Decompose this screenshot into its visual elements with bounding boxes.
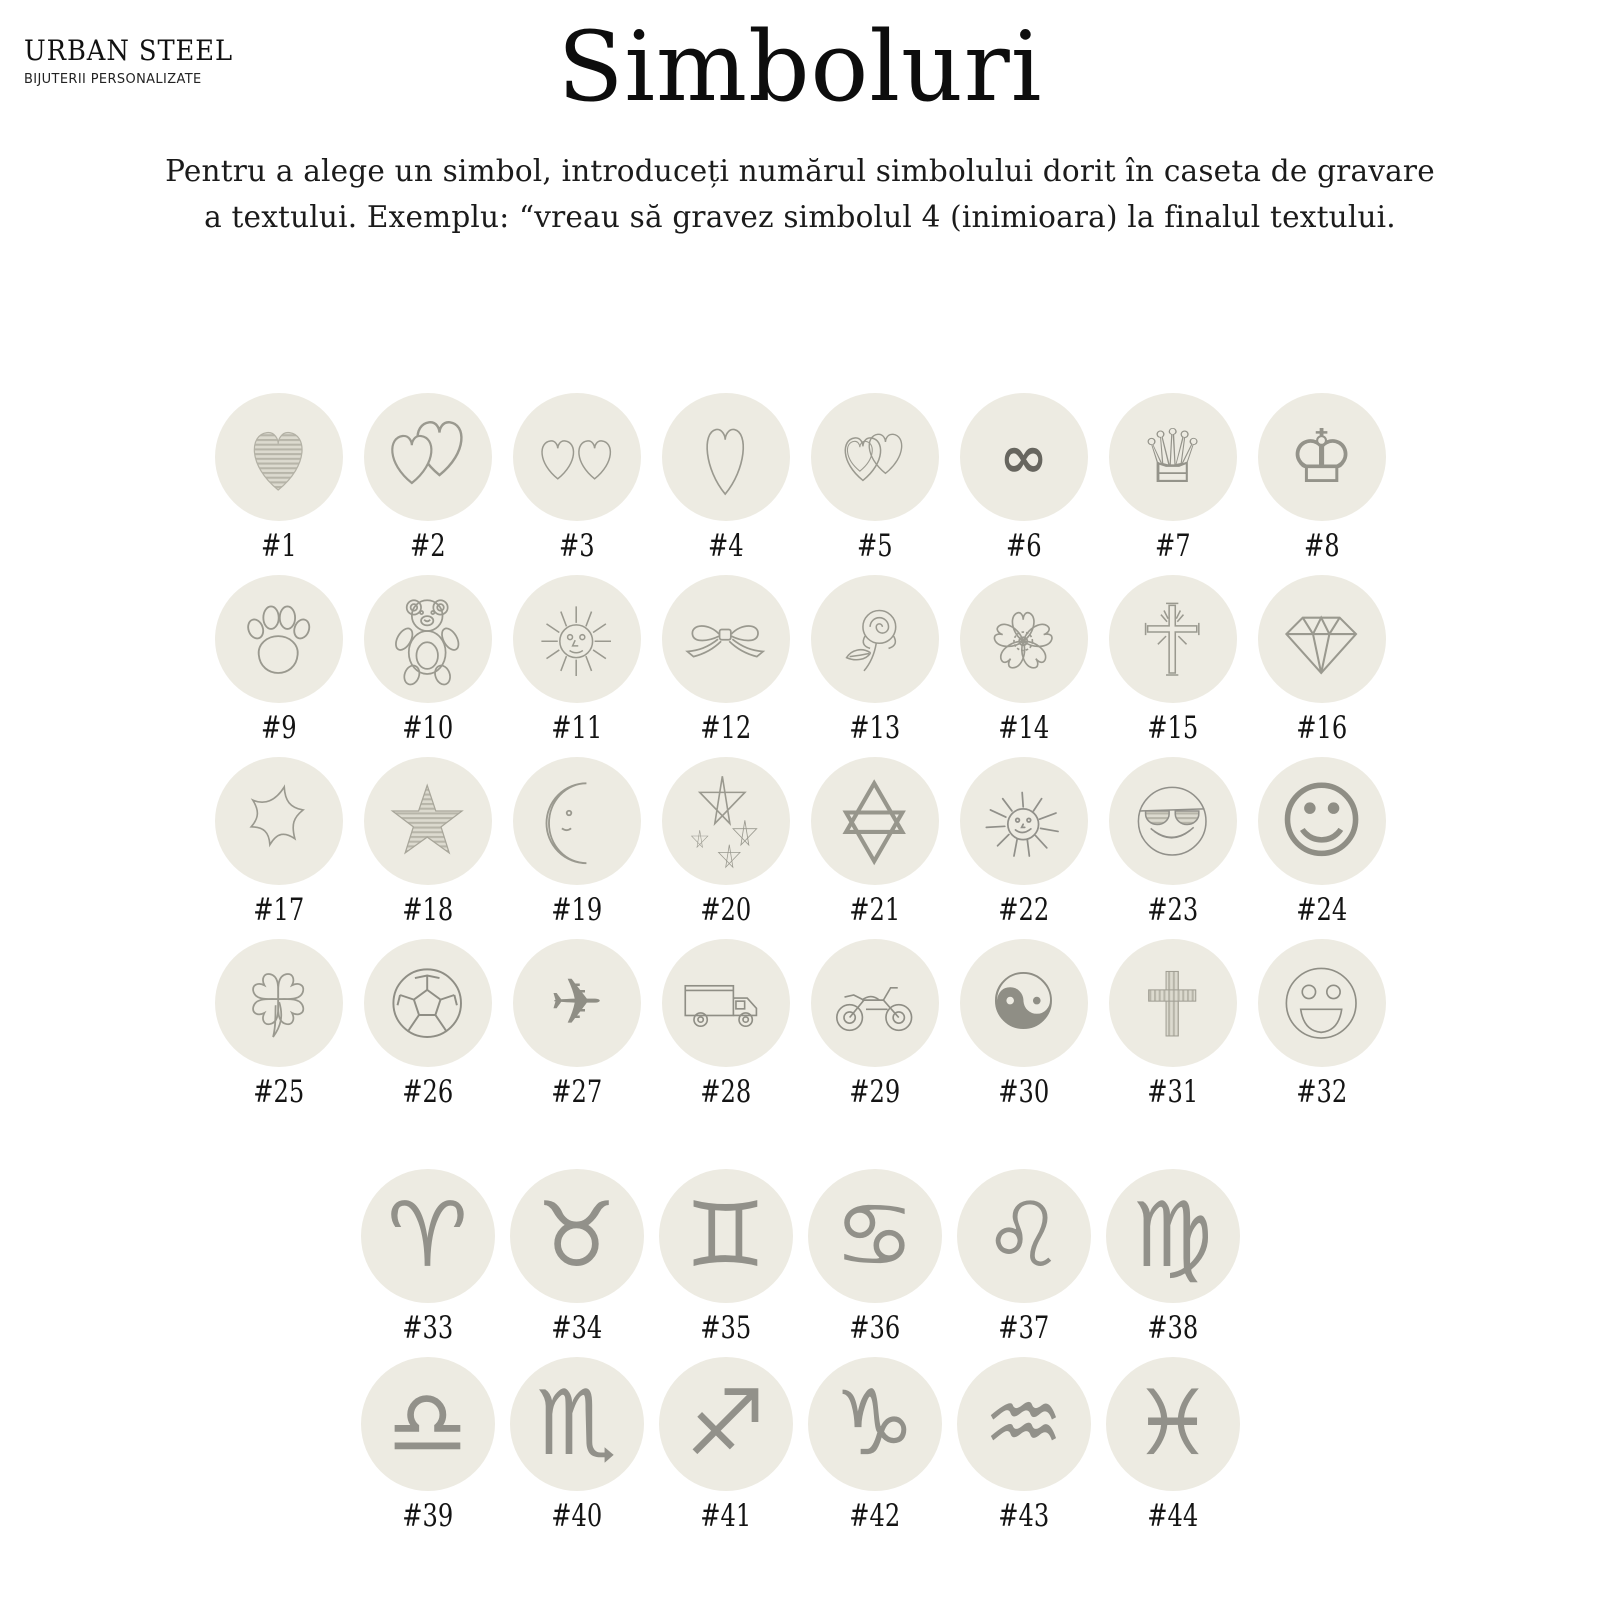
symbol-number: #34 bbox=[550, 1309, 603, 1346]
instructions-text: Pentru a alege un simbol, introduceți numărul simbolului dorit în caseta de gravare a textului. Exemplu: “vreau să gravez simbolul 4 (inimioara) la finalul textului. bbox=[165, 153, 1435, 235]
symbol-cell bbox=[502, 1357, 651, 1535]
yin-yang-icon: ☯ bbox=[960, 939, 1088, 1067]
symbol-cell bbox=[1247, 939, 1396, 1111]
symbol-number: #13 bbox=[848, 709, 901, 746]
symbol-cell bbox=[1098, 393, 1247, 565]
symbol-cell bbox=[651, 939, 800, 1111]
symbol-cell bbox=[800, 757, 949, 929]
symbol-number: #19 bbox=[550, 891, 603, 928]
symbol-cell bbox=[800, 575, 949, 747]
sun-face-icon bbox=[513, 575, 641, 703]
symbol-cell bbox=[353, 757, 502, 929]
symbol-number: #43 bbox=[997, 1497, 1050, 1534]
symbol-number: #33 bbox=[401, 1309, 454, 1346]
infinity-icon: ∞ bbox=[960, 393, 1088, 521]
symbol-cell bbox=[353, 393, 502, 565]
symbol-cell bbox=[800, 393, 949, 565]
symbol-number: #23 bbox=[1146, 891, 1199, 928]
zodiac-virgo-icon: ♍ bbox=[1106, 1169, 1240, 1303]
starfish-icon bbox=[215, 757, 343, 885]
symbol-cell bbox=[651, 757, 800, 929]
symbol-cell bbox=[353, 1169, 502, 1347]
cross-rays-icon bbox=[1109, 575, 1237, 703]
symbols-grid-main bbox=[0, 393, 1600, 1111]
symbol-number: #17 bbox=[252, 891, 305, 928]
ribbon-bow-icon bbox=[662, 575, 790, 703]
symbol-number: #42 bbox=[848, 1497, 901, 1534]
teddy-bear-icon bbox=[364, 575, 492, 703]
symbol-cell bbox=[949, 575, 1098, 747]
symbol-cell bbox=[1247, 393, 1396, 565]
zodiac-aries-icon: ♈ bbox=[361, 1169, 495, 1303]
symbol-cell bbox=[502, 757, 651, 929]
symbol-number: #10 bbox=[401, 709, 454, 746]
symbol-cell bbox=[949, 1357, 1098, 1535]
zodiac-capricorn-icon: ♑ bbox=[808, 1357, 942, 1491]
zodiac-libra-icon: ♎ bbox=[361, 1357, 495, 1491]
symbol-number: #38 bbox=[1146, 1309, 1199, 1346]
symbol-cell bbox=[651, 575, 800, 747]
two-hearts-linked-icon bbox=[513, 393, 641, 521]
symbol-number: #44 bbox=[1146, 1497, 1199, 1534]
symbol-cell bbox=[353, 575, 502, 747]
symbol-number: #18 bbox=[401, 891, 454, 928]
symbol-cell bbox=[1247, 757, 1396, 929]
cross-filled-icon bbox=[1109, 939, 1237, 1067]
symbol-cell bbox=[1098, 1357, 1247, 1535]
symbol-number: #9 bbox=[260, 709, 297, 746]
symbol-number: #11 bbox=[550, 709, 603, 746]
symbol-number: #26 bbox=[401, 1073, 454, 1110]
symbol-number: #40 bbox=[550, 1497, 603, 1534]
symbol-number: #21 bbox=[848, 891, 901, 928]
symbol-number: #29 bbox=[848, 1073, 901, 1110]
symbol-number: #37 bbox=[997, 1309, 1050, 1346]
shooting-stars-icon bbox=[662, 757, 790, 885]
symbol-cell bbox=[502, 575, 651, 747]
heart-outline-icon bbox=[662, 393, 790, 521]
symbol-number: #1 bbox=[260, 527, 297, 564]
symbol-number: #30 bbox=[997, 1073, 1050, 1110]
symbol-number: #31 bbox=[1146, 1073, 1199, 1110]
brand-logo bbox=[24, 34, 251, 87]
symbol-number: #32 bbox=[1295, 1073, 1348, 1110]
smiley-face-icon: ☺ bbox=[1258, 757, 1386, 885]
symbol-number: #5 bbox=[856, 527, 893, 564]
airplane-icon: ✈ bbox=[513, 939, 641, 1067]
star-filled-icon bbox=[364, 757, 492, 885]
zodiac-gemini-icon: ♊ bbox=[659, 1169, 793, 1303]
symbol-cell bbox=[204, 939, 353, 1111]
page-title: Simboluri bbox=[557, 11, 1043, 123]
symbol-cell bbox=[1247, 575, 1396, 747]
symbol-cell bbox=[204, 757, 353, 929]
symbol-cell bbox=[204, 393, 353, 565]
smiley-grin-icon bbox=[1258, 939, 1386, 1067]
symbol-cell bbox=[949, 939, 1098, 1111]
two-hearts-overlapping-icon bbox=[364, 393, 492, 521]
symbol-number: #8 bbox=[1303, 527, 1340, 564]
zodiac-sagittarius-icon: ♐ bbox=[659, 1357, 793, 1491]
brand-name: URBAN STEEL bbox=[24, 34, 234, 67]
symbol-number: #14 bbox=[997, 709, 1050, 746]
symbol-cell bbox=[800, 1357, 949, 1535]
symbol-number: #39 bbox=[401, 1497, 454, 1534]
diamond-gem-icon bbox=[1258, 575, 1386, 703]
symbol-number: #12 bbox=[699, 709, 752, 746]
paw-print-icon bbox=[215, 575, 343, 703]
four-leaf-clover-icon bbox=[215, 939, 343, 1067]
symbols-grid-zodiac bbox=[0, 1169, 1600, 1535]
crown-tiara-icon: ♕ bbox=[1109, 393, 1237, 521]
symbol-number: #15 bbox=[1146, 709, 1199, 746]
zodiac-aquarius-icon: ♒ bbox=[957, 1357, 1091, 1491]
symbol-cell bbox=[204, 575, 353, 747]
crown-royal-icon: ♔ bbox=[1258, 393, 1386, 521]
flower-icon bbox=[960, 575, 1088, 703]
symbol-cell bbox=[800, 939, 949, 1111]
symbol-number: #27 bbox=[550, 1073, 603, 1110]
rose-icon bbox=[811, 575, 939, 703]
star-of-david-icon bbox=[811, 757, 939, 885]
crescent-moon-icon bbox=[513, 757, 641, 885]
symbol-number: #20 bbox=[699, 891, 752, 928]
symbol-number: #35 bbox=[699, 1309, 752, 1346]
zodiac-taurus-icon: ♉ bbox=[510, 1169, 644, 1303]
symbol-cell bbox=[651, 1169, 800, 1347]
truck-icon bbox=[662, 939, 790, 1067]
zodiac-leo-icon: ♌ bbox=[957, 1169, 1091, 1303]
symbol-number: #41 bbox=[699, 1497, 752, 1534]
symbol-cell bbox=[949, 757, 1098, 929]
symbol-number: #7 bbox=[1154, 527, 1191, 564]
symbol-number: #36 bbox=[848, 1309, 901, 1346]
smiley-sunglasses-icon bbox=[1109, 757, 1237, 885]
symbol-cell bbox=[1098, 1169, 1247, 1347]
zodiac-pisces-icon: ♓ bbox=[1106, 1357, 1240, 1491]
double-hearts-icon bbox=[811, 393, 939, 521]
symbol-cell bbox=[651, 393, 800, 565]
symbol-cell bbox=[800, 1169, 949, 1347]
symbol-number: #3 bbox=[558, 527, 595, 564]
zodiac-scorpio-icon: ♏ bbox=[510, 1357, 644, 1491]
symbol-cell bbox=[502, 1169, 651, 1347]
symbol-cell bbox=[502, 939, 651, 1111]
symbol-number: #25 bbox=[252, 1073, 305, 1110]
zodiac-cancer-icon: ♋ bbox=[808, 1169, 942, 1303]
symbol-cell bbox=[353, 939, 502, 1111]
sun-sketch-icon bbox=[960, 757, 1088, 885]
symbol-cell bbox=[1098, 575, 1247, 747]
symbol-cell bbox=[651, 1357, 800, 1535]
soccer-ball-icon bbox=[364, 939, 492, 1067]
symbol-cell bbox=[502, 393, 651, 565]
heart-filled-icon bbox=[215, 393, 343, 521]
symbol-cell bbox=[353, 1357, 502, 1535]
symbol-cell bbox=[949, 1169, 1098, 1347]
motorcycle-icon bbox=[811, 939, 939, 1067]
symbol-number: #28 bbox=[699, 1073, 752, 1110]
symbol-cell bbox=[949, 393, 1098, 565]
symbol-cell bbox=[1098, 939, 1247, 1111]
symbol-number: #4 bbox=[707, 527, 744, 564]
symbol-number: #24 bbox=[1295, 891, 1348, 928]
symbol-number: #16 bbox=[1295, 709, 1348, 746]
symbol-number: #6 bbox=[1005, 527, 1042, 564]
symbol-number: #22 bbox=[997, 891, 1050, 928]
symbol-cell bbox=[1098, 757, 1247, 929]
symbol-number: #2 bbox=[409, 527, 446, 564]
brand-tagline: BIJUTERII PERSONALIZATE bbox=[24, 71, 202, 87]
